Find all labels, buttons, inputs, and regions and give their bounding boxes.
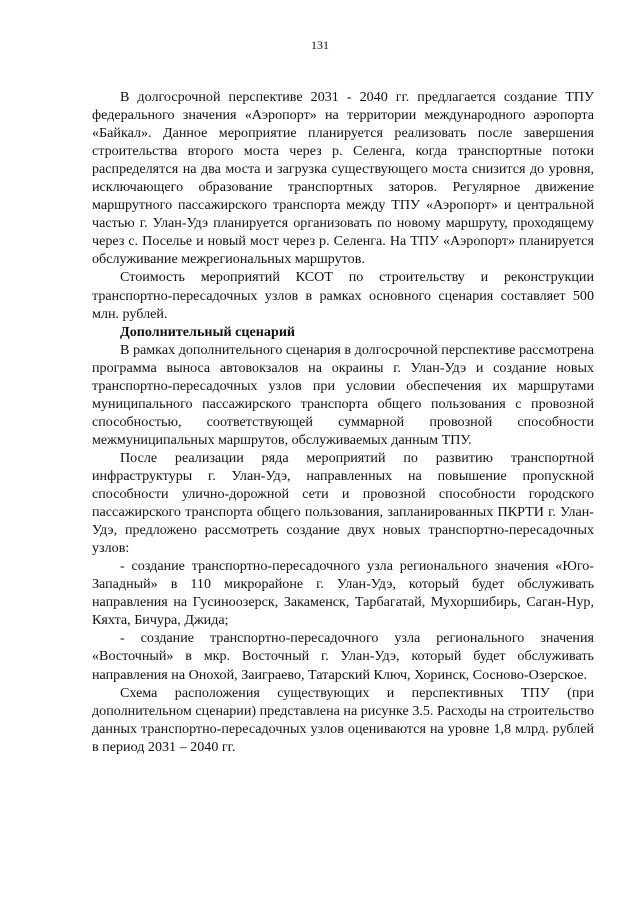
paragraph-new-tpu-proposal: После реализации ряда мероприятий по развитию транспортной инфраструктуры г. Улан-Удэ, направленных на повышение пропускной способности улично-дорожной сети и провозной способности городского пассажирского транспорта общего пользования, запланированных ПКРТИ г. Улан-Удэ, предложено рассмотреть создание двух новых транспортно-пересадочных узлов:: [92, 449, 594, 557]
list-item-yugo-zapadny: - создание транспортно-пересадочного узла регионального значения «Юго-Западный» в 110 микрорайоне г. Улан-Удэ, который будет обслуживать направления на Гусиноозерск, Закаменск, Тарбагатай, Мухоршибирь, Саган-Нур, Кяхта, Бичура, Джида;: [92, 558, 594, 629]
list-item-vostochny: - создание транспортно-пересадочного узла регионального значения «Восточный» в мкр. Восточный г. Улан-Удэ, который будет обслуживать направления на Онохой, Заиграево, Татарский Ключ, Хоринск, Сосново-Озерское.: [92, 630, 594, 683]
paragraph-airport-tpu: В долгосрочной перспективе 2031 - 2040 гг. предлагается создание ТПУ федерального значения «Аэропорт» на территории международного аэропорта «Байкал». Данное мероприятие планируется реализовать после завершения строительства второго моста через р. Селенга, когда транспортные потоки распределятся на два моста и загрузка существующего моста снизится до уровня, исключающего образование транспортных заторов. Регулярное движение маршрутного пассажирского транспорта между ТПУ «Аэропорт» и центральной частью г. Улан-Удэ планируется организовать по новому маршруту, проходящему через с. Поселье и новый мост через р. Селенга. На ТПУ «Аэропорт» планируется обслуживание межрегиональных маршрутов.: [92, 89, 594, 268]
page-number: 131: [311, 38, 329, 52]
section-heading-additional-scenario: Дополнительный сценарий: [120, 323, 296, 340]
paragraph-scheme-and-costs: Схема расположения существующих и перспективных ТПУ (при дополнительном сценарии) представлена на рисунке 3.5. Расходы на строительство данных транспортно-пересадочных узлов оцениваются на уровне 1,8 млрд. рублей в период 2031 – 2040 гг.: [92, 684, 594, 755]
paragraph-additional-scenario: В рамках дополнительного сценария в долгосрочной перспективе рассмотрена программа выноса автовокзалов на окраины г. Улан-Удэ и создание новых транспортно-пересадочных узлов при условии обеспечения их маршрутами муниципального пассажирского транспорта общего пользования с провозной способностью, соответствующей суммарной провозной способности межмуниципальных маршрутов, обслуживаемых данным ТПУ.: [92, 341, 594, 448]
document-body: [92, 88, 594, 756]
paragraph-cost-main-scenario: Стоимость мероприятий КСОТ по строительству и реконструкции транспортно-пересадочных узлов в рамках основного сценария составляет 500 млн. рублей.: [92, 269, 594, 322]
